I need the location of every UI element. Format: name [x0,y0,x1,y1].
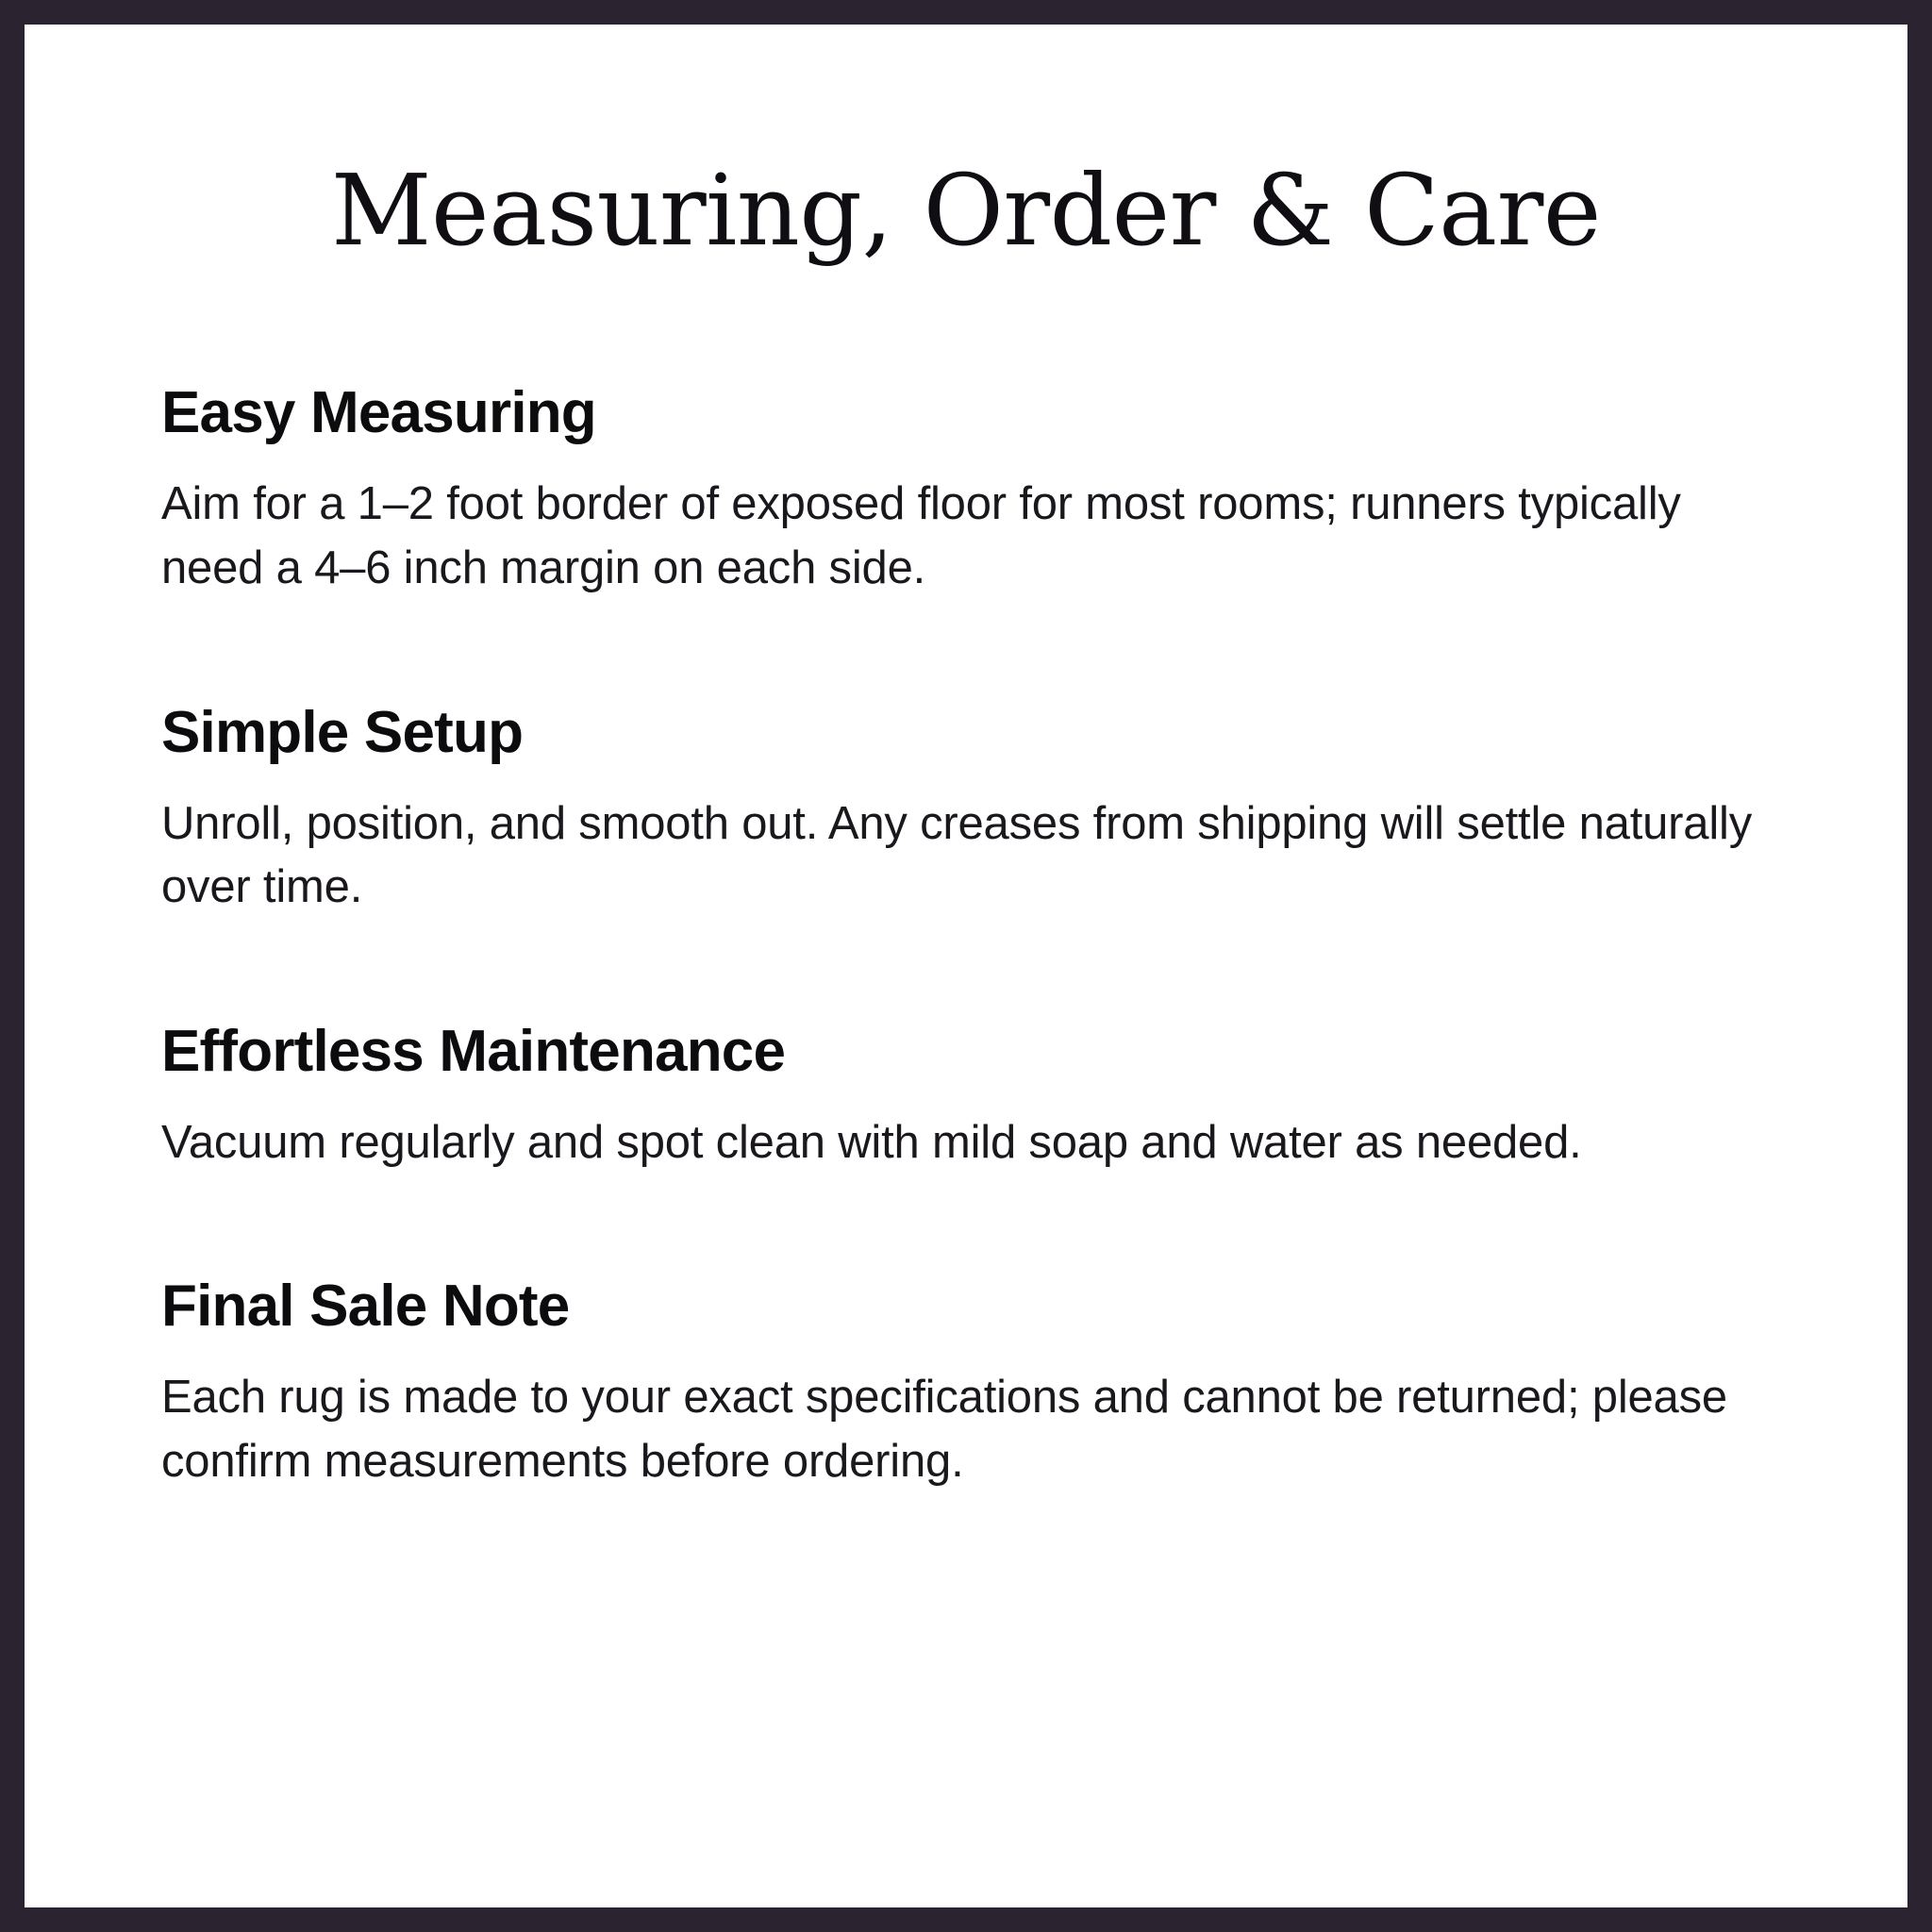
section-easy-measuring [161,379,1771,600]
section-final-sale-note [161,1273,1771,1493]
info-card [25,25,1907,1907]
section-effortless-maintenance [161,1018,1771,1175]
section-heading: Final Sale Note [161,1274,570,1340]
section-body: Each rug is made to your exact specifications and cannot be returned; please confirm measurements before ordering. [161,1372,1727,1488]
section-heading: Effortless Maintenance [161,1018,786,1084]
section-body: Vacuum regularly and spot clean with mild soap and water as needed. [161,1116,1582,1168]
section-heading: Simple Setup [161,699,524,765]
section-body: Aim for a 1–2 foot border of exposed floor for most rooms; runners typically need a 4–6 inch margin on each side. [161,478,1681,593]
sections-list [25,379,1907,1493]
page-title: Measuring, Order & Care [331,153,1601,268]
section-body: Unroll, position, and smooth out. Any creases from shipping will settle naturally over time. [161,797,1753,913]
section-simple-setup [161,699,1771,920]
section-heading: Easy Measuring [161,380,596,446]
